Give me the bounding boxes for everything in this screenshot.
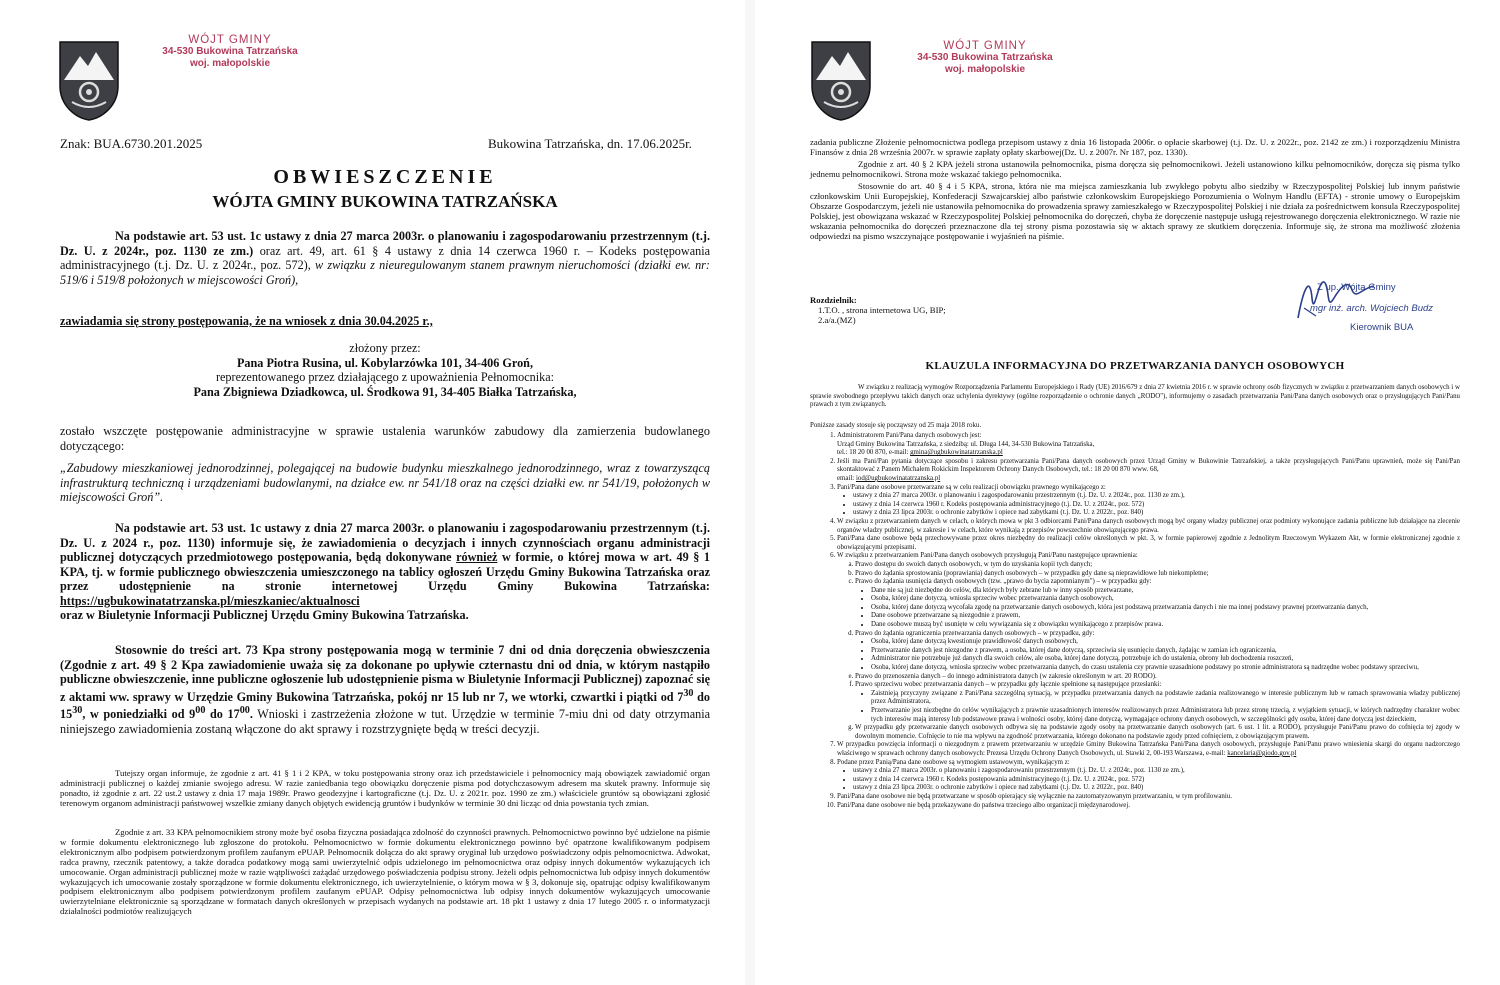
proxy-delivery-notice: Zgodnie z art. 40 § 2 KPA jeżeli strona ustanowiła pełnomocnika, pisma doręcza się pełnomocnikowi. Jeżeli ustanowiono kilku pełnomocników, doręcza się pisma tylko jednemu pełnomocnikowi. Strona może wskazać takiego pełnomocnika.	[810, 159, 1460, 179]
list-item: 8. Podane przez Panią/Pana dane osobowe są wymogiem ustawowym, wynikającym z: • ustawy z dnia 27 marca 2003r. o planowaniu i zagospodarowaniu przestrzennym (t.j. Dz. U. z 2024r., poz. 1130 ze zm.), • ustawy z dnia 14 czerwca 1960 r. Kodeks postępowania administracyjnego (t.j. Dz. U. z 2024r., poz. 572) • ustawy z dnia 23 lipca 2003r. o ochronie zabytków i opiece nad zabytkami (t.j. Dz. U. z 2022r., poz. 840)	[837, 759, 1460, 793]
project-description: „Zabudowy mieszkaniowej jednorodzinnej, polegającej na budowie budynku mieszkalnego jednorodzinnego, wraz z towarzyszącą infrastrukturą techniczną i urządzeniami budowlanymi, na działce ew. nr 541/18 oraz na części działki ew. nr 541/19, położonych w miejscowości Groń”.	[60, 461, 710, 504]
coat-of-arms-icon	[810, 40, 872, 122]
data-protection-effective: Poniższe zasady stosuje się począwszy od 25 maja 2018 roku.	[810, 422, 982, 429]
applicant-block	[60, 341, 710, 399]
list-item: 3. Pani/Pana dane osobowe przetwarzane są w celu realizacji obowiązku prawnego wynikającego z: • ustawy z dnia 27 marca 2003r. o planowaniu i zagospodarowaniu przestrzennym (t.j. Dz. U. z 2024r., poz. 1130 ze zm.), • ustawy z dnia 14 czerwca 1960 r. Kodeks postępowania administracyjnego (t.j. Dz. U. z 2024r., poz. 572) • ustawy z dnia 23 lipca 2003r. o ochronie zabytków i opiece nad zabytkami (t.j. Dz. U. z 2022r., poz. 840)	[837, 484, 1460, 518]
notification-line: zawiadamia się strony postępowania, że na wniosek z dnia 30.04.2025 r.,	[60, 314, 433, 328]
stamp-line-1: WÓJT GMINY	[943, 40, 1027, 52]
distribution-list	[810, 296, 946, 326]
stamp-line-3: woj. małopolskie	[189, 58, 271, 69]
data-protection-title: KLAUZULA INFORMACYJNA DO PRZETWARZANIA DANYCH OSOBOWYCH	[925, 360, 1345, 372]
page-left	[0, 0, 745, 985]
list-item: 2. Jeśli ma Pani/Pan pytania dotyczące sposobu i zakresu przetwarzania Pani/Pana danych osobowych przez Urząd Gminy w Bukowinie Tatrzańskiej, a także przysługujących Pani/Panu uprawnień, może się Pani/Pan skontaktować z Panem Michałem Rokickim Inspektorem Ochrony Danych Osobowych, tel.: 18 20 00 870 www. 68, email: iod@ugbukowinatatrzanska.pl	[837, 458, 1460, 484]
website-link[interactable]: https://ugbukowinatatrzanska.pl/mieszkaniec/aktualnosci	[60, 593, 360, 608]
place-and-date: Bukowina Tatrzańska, dn. 17.06.2025r.	[488, 136, 692, 151]
list-item: 9. Pani/Pana dane osobowe nie będą przetwarzane w sposób opierający się wyłącznie na zautomatyzowanym przetwarzaniu, w tym profilowaniu.	[837, 793, 1460, 802]
submitted-by: złożony przez:	[349, 341, 421, 355]
email-link[interactable]: kancelaria@giodo.gov.pl	[1227, 749, 1297, 757]
signatory-role: Kierownik BUA	[1350, 322, 1414, 333]
continued-fee-notice: zadania publiczne Złożenie pełnomocnictwa podlega przepisom ustawy z dnia 16 listopada 2006r. o opłacie skarbowej (t.j. Dz. U. z 2022r., poz. 2142 ze zm.) i rozporządzeniu Ministra Finansów z dnia 28 września 2007r. w sprawie zapłaty opłaty skarbowej(Dz. U. z 2007r. Nr 187, poz. 1330).	[810, 137, 1460, 157]
data-protection-intro: W związku z realizacją wymogów Rozporządzenia Parlamentu Europejskiego i Rady (UE) 2016/679 z dnia 27 kwietnia 2016 r. w sprawie ochrony osób fizycznych w związku z przetwarzaniem danych osobowych i w sprawie swobodnego przepływu takich danych oraz uchylenia dyrektywy (ogólne rozporządzenie o ochronie danych „RODO"), informujemy o zasadach przetwarzania Pani/Pana danych osobowych oraz o przysługujących Pani/Panu prawach z tym związanych.	[810, 384, 1460, 409]
document-subtitle: WÓJTA GMINY BUKOWINA TATRZAŃSKA	[212, 192, 558, 211]
signature-icon	[1290, 268, 1380, 328]
stamp-line-2: 34-530 Bukowina Tatrzańska	[162, 46, 298, 57]
list-item: 5. Pani/Pana dane osobowe będą przechowywane przez okres niezbędny do realizacji celów określonych w pkt. 3, w formie papierowej zgodnie z Jednolitym Rzeczowym Wykazem Akt, w formie elektronicznej zgodnie z obowiązującymi przepisami.	[837, 535, 1460, 552]
stamp-line-2: 34-530 Bukowina Tatrzańska	[917, 52, 1053, 63]
page-right	[755, 0, 1500, 985]
list-item: 7. W przypadku powzięcia informacji o niezgodnym z prawem przetwarzaniu w urzędzie Gminy Bukowina Tatrzańska Pani/Pana danych osobowych, przysługuje Pani/Panu prawo wniesienia skargi do organu nadzorczego właściwego w sprawach ochrony danych osobowych: Prezesa Urzędu Ochrony Danych Osobowych, ul. Stawki 2, 00-193 Warszawa, e-mail: kancelaria@giodo.gov.pl	[837, 741, 1460, 758]
list-item: 6. W związku z przetwarzaniem Pani/Pana danych osobowych przysługują Pani/Panu następujące uprawnienia: a. Prawo dostępu do swoich danych osobowych, w tym do uzyskania kopii tych danych; b. Prawo do żądania sprostowania (poprawiania) danych osobowych – w przypadku gdy dane są nieprawidłowe lub niekompletne; c. Prawo do żądania usunięcia danych osobowych (tzw. „prawo do bycia zapomnianym") – w przypadku gdy: • Dane nie są już niezbędne do celów, dla których były zebrane lub w inny sposób przetwarzane, • Osoba, której dane dotyczą, wniosła sprzeciw wobec przetwarzania danych osobowych, • Osoba, której dane dotyczą wycofała zgodę na przetwarzanie danych osobowych, która jest podstawą przetwarzania danych i nie ma innej podstawy prawnej przetwarzania danych, • Dane osobowe przetwarzane są niezgodnie z prawem, • Dane osobowe muszą być usunięte w celu wywiązania się z obowiązku wynikającego z przepisów prawa. d. Prawo do żądania ograniczenia przetwarzania danych osobowych – w przypadku, gdy: • Osoba, której dane dotyczą kwestionuje prawidłowość danych osobowych, • Przetwarzanie danych jest niezgodne z prawem, a osoba, której dane dotyczą, sprzeciwia się usunięciu danych, żądając w zamian ich ograniczenia, • Administrator nie potrzebuje już danych dla swoich celów, ale osoba, której dane dotyczą, potrzebuje ich do ustalenia, obrony lub dochodzenia roszczeń, • Osoba, której dane dotyczą, wniosła sprzeciw wobec przetwarzania danych, do czasu ustalenia czy prawnie uzasadnione podstawy po stronie administratora są nadrzędne wobec podstawy sprzeciwu, e. Prawo do przenoszenia danych – do innego administratora danych (w zakresie określonym w art. 20 RODO). f. Prawo sprzeciwu wobec przetwarzania danych – w przypadku gdy łącznie spełnione są następujące przesłanki: • Zaistnieją przyczyny związane z Pani/Pana szczególną sytuacją, w przypadku przetwarzania danych na podstawie zadania realizowanego w interesie publicznym lub w ramach sprawowania władzy publicznej przez Administratora, • Przetwarzanie jest niezbędne do celów wynikających z prawnie uzasadnionych interesów realizowanych przez Administratora lub przez stronę trzecią, z wyjątkiem sytuacji, w których nadrzędny charakter wobec tych interesów mają interesy lub podstawowe prawa i wolności osoby, której dane dotyczą, wymagające ochrony danych osobowych, w szczególności gdy osoba, której dane dotyczą jest dzieckiem, g. W przypadku gdy przetwarzanie danych osobowych odbywa się na podstawie zgody osoby na przetwarzanie danych osobowych (art. 6 ust. 1 lit. a RODO), przysługuje Pani/Panu prawo do cofnięcia tej zgody w dowolnym momencie. Cofnięcie to nie ma wpływu na zgodność przetwarzania, którego dokonano na podstawie zgody przed cofnięciem, z obowiązującym prawem.	[837, 552, 1460, 741]
legal-basis-paragraph: Na podstawie art. 53 ust. 1c ustawy z dnia 27 marca 2003r. o planowaniu i zagospodarowaniu przestrzennym (t.j. Dz. U. z 2024r., poz. 1130 ze zm.) oraz art. 49, art. 61 § 4 ustawy z dnia 14 czerwca 1960 r. – Kodeks postępowania administracyjnego (t.j. Dz. U. z 2024r., poz. 572), w związku z nieuregulowanym stanem prawnym nieruchomości (działki ew. nr: 519/6 i 519/8 położonych w miejscowości Groń),	[60, 229, 711, 287]
power-of-attorney-notice: Zgodnie z art. 33 KPA pełnomocnikiem strony może być osoba fizyczna posiadająca zdolność do czynności prawnych. Pełnomocnictwo powinno być udzielone na piśmie w formie dokumentu elektronicznego lub zgłoszone do protokołu. Pełnomocnictwo w formie dokumentu elektronicznego powinno być opatrzone kwalifikowanym podpisem elektronicznym albo podpisem potwierdzonym profilem zaufanym ePUAP. Pełnomocnik dołącza do akt sprawy oryginał lub urzędowo poświadczony odpis pełnomocnictwa. Adwokat, radca prawny, rzecznik patentowy, a także doradca podatkowy mogą sami uwierzytelnić odpis udzielonego im pełnomocnictwa oraz odpisy innych dokumentów wykazujących ich umocowanie. Organ administracji publicznej może w razie wątpliwości zażądać urzędowego poświadczenia podpisu strony. Jeżeli odpis pełnomocnictwa lub odpisy innych dokumentów wykazujących ich umocowanie zostały sporządzone w formie dokumentu elektronicznego, ich uwierzytelnienie, o którym mowa w § 3, dokonuje się, opatrując odpisy kwalifikowanym podpisem elektronicznym albo podpisem potwierdzonym profilem zaufanym ePUAP. Odpisy pełnomocnictwa lub odpisy innych dokumentów wykazujących umocowanie uwierzytelniane elektronicznie są sporządzane w formatach danych określonych w przepisach wydanych na podstawie art. 18 pkt 1 ustawy z dnia 17 lutego 2005 r. o informatyzacji działalności podmiotów realizujących	[60, 827, 710, 917]
deadline-paragraph: Stosownie do treści art. 73 Kpa strony postępowania mogą w terminie 7 dni od dnia doręczenia obwieszczenia (Zgodnie z art. 49 § 2 Kpa zawiadomienie uważa się za dokonane po upływie czternastu dni od dnia, w którym nastąpiło publiczne obwieszczenie, inne publiczne ogłoszenie lub udostępnienie pisma w Biuletynie Informacji Publicznej) zapoznać się z aktami ww. sprawy w Urzędzie Gminy Bukowina Tatrzańska, pokój nr 15 lub nr 7, we wtorki, czwartki i piątki od $7^{30}$ do $15^{30}$, w poniedziałki od $9^{00}$ do $17^{00}$. Wnioski i zastrzeżenia złożone w tut. Urzędzie w terminie 7-miu dni od daty otrzymania niniejszego zawiadomienia zostaną włączone do akt sprawy i rozstrzygnięte będą w treści decyzji.	[60, 643, 711, 736]
publication-paragraph: Na podstawie art. 53 ust. 1c ustawy z dnia 27 marca 2003r. o planowaniu i zagospodarowaniu przestrzennym (t.j. Dz. U. z 2024 r., poz. 1130) informuje się, że zawiadomienia o decyzjach i innych czynnościach organu administracji publicznej dotyczących przedmiotowego postępowania, będą dokonywane również w formie, o której mowa w art. 49 § 1 KPA, tj. w formie publicznego obwieszczenia umieszczonego na tablicy ogłoszeń Urzędu Gminy Bukowina Tatrzańska oraz przez udostępnienie na stronie internetowej Urzędu Gminy Bukowina Tatrzańska: https://ugbukowinatatrzanska.pl/mieszkaniec/aktualnosci oraz w Biuletynie Informacji Publicznej Urzędu Gminy Bukowina Tatrzańska.	[60, 521, 711, 622]
distribution-title: Rozdzielnik:	[810, 295, 857, 305]
distribution-item: 2.a/a.(MZ)	[818, 314, 856, 325]
email-link[interactable]: iod@ugbukowinatatrzanska.pl	[855, 474, 941, 482]
foreign-party-notice: Stosownie do art. 40 § 4 i 5 KPA, strona, która nie ma miejsca zamieszkania lub zwykłego pobytu albo siedziby w Rzeczypospolitej Polskiej lub innym państwie członkowskim Unii Europejskiej, Konfederacji Szwajcarskiej albo państwie członkowskim Europejskiego Porozumienia o Wolnym Handlu (EFTA) - stronie umowy o Europejskim Obszarze Gospodarczym, jeżeli nie ustanowiła pełnomocnika do prowadzenia sprawy zamieszkałego w Rzeczypospolitej Polskiej i nie działa za pośrednictwem konsula Rzeczypospolitej Polskiej, jest obowiązana wskazać w Rzeczypospolitej Polskiej pełnomocnika do doręczeń, chyba że doręczenie następuje usługą rejestrowanego doręczenia elektronicznego. W razie nie wskazania pełnomocnika do doręczeń przeznaczone dla tej strony pisma pozostawia się w aktach sprawy ze skutkiem doręczenia. Informuje się, że strona ma możliwość złożenia odpowiedzi na pismo wszczynające postępowanie i wyjaśnień na piśmie.	[810, 181, 1460, 241]
signatory-name: mgr inż. arch. Wojciech Budz	[1310, 303, 1434, 314]
proceedings-paragraph: zostało wszczęte postępowanie administracyjne w sprawie ustalenia warunków zabudowy dla zamierzenia budowlanego dotyczącego:	[60, 424, 710, 453]
reference-number: Znak: BUA.6730.201.2025	[60, 136, 203, 151]
stamp-line-1: WÓJT GMINY	[188, 34, 272, 46]
proxy-name: Pana Zbigniewa Dziadkowca, ul. Środkowa 91, 34-405 Białka Tatrzańska,	[193, 384, 577, 399]
represented-by: reprezentowanego przez działającego z upoważnienia Pełnomocnika:	[215, 370, 555, 384]
office-stamp	[905, 40, 1065, 76]
list-item: 4. W związku z przetwarzaniem danych w celach, o których mowa w pkt 3 odbiorcami Pani/Pana danych osobowych mogą być organy władzy publicznej oraz podmioty wykonujące zadania publiczne lub działające na zlecenie organów władzy publicznej, w zakresie i w celach, które wynikają z przepisów powszechnie obowiązującego prawa.	[837, 518, 1460, 535]
coat-of-arms-icon	[58, 40, 120, 122]
signature-authority: Z up. Wójta Gminy	[1317, 282, 1396, 293]
office-stamp	[155, 34, 305, 70]
address-change-notice: Tutejszy organ informuje, że zgodnie z art. 41 § 1 i 2 KPA, w toku postępowania strony oraz ich przedstawiciele i pełnomocnicy mają obowiązek zawiadomić organ administracji publicznej o każdej zmianie swojego adresu. W razie zaniedbania tego obowiązku doręczenie pisma pod dotychczasowym adresem ma skutek prawny. Informuje się ponadto, iż zgodnie z art. 22 ust.2 ustawy z dnia 17 maja 1989r. Prawo geodezyjne i kartograficzne (t.j. Dz. U. z 2021r. poz. 1990 ze zm.) właściciele gruntów są obowiązani zgłosić terenowym organom administracji państwowej wszelkie zmiany danych objętych ewidencją gruntów i budynków w terminie 30 dni licząc od dnia powstania tych zmian.	[60, 768, 710, 808]
data-protection-list	[815, 432, 1460, 810]
stamp-line-3: woj. małopolskie	[944, 64, 1026, 75]
list-item: 10. Pani/Pana dane osobowe nie będą przekazywane do państwa trzeciego albo organizacji międzynarodowej.	[837, 802, 1460, 811]
page-gutter	[745, 0, 755, 985]
email-link[interactable]: gmina@ugbukowinatatrzanska.pl	[910, 449, 1003, 457]
applicant-name: Pana Piotra Rusina, ul. Kobylarzówka 101, 34-406 Groń,	[236, 355, 534, 370]
list-item: 1. Administratorem Pani/Pana danych osobowych jest: Urząd Gminy Bukowina Tatrzańska, z siedzibą: ul. Długa 144, 34-530 Bukowina Tatrzańska, tel.: 18 20 00 870, e-mail: gmina@ugbukowinatatrzanska.pl	[837, 432, 1460, 458]
distribution-item: 1.T.O. , strona internetowa UG, BIP;	[818, 304, 946, 315]
document-title: OBWIESZCZENIE	[273, 166, 497, 188]
